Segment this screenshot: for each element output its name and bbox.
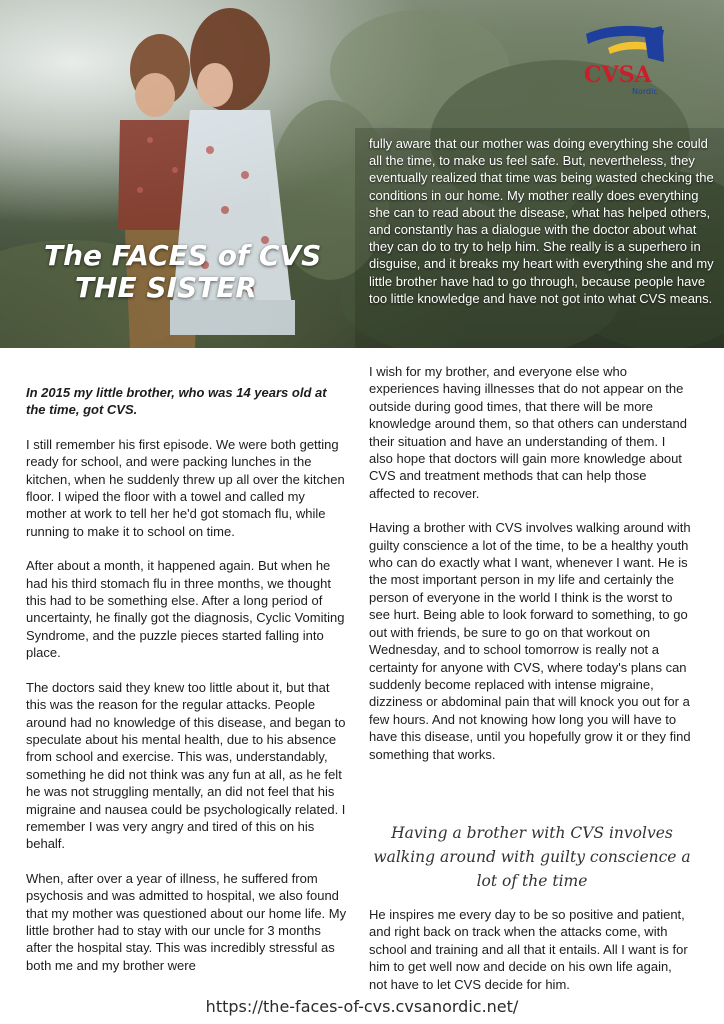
page-title [44, 240, 321, 304]
paragraph: I still remember his first episode. We were both getting ready for school, and were packing lunches in the kitchen, when he suddenly threw up all over the kitchen floor. I wiped the floor with a towel and called my mother at work to tell her he'd got stomach flu, while running to make it to school on time. [26, 436, 345, 539]
title-line-2: THE SISTER [75, 271, 257, 304]
closing-paragraph: He inspires me every day to be so positive and patient, and right back on track when the attacks come, with school and training and all that it entails. All I want is for him to get well now and decide on his own life again, not have to let CVS decide for him. [369, 907, 688, 992]
paragraph: The doctors said they knew too little about it, but that this was the reason for the regular attacks. People around had no knowledge of this disease, and began to speculate about his mental health, due to his absence from school and exercise. This was, understandably, something he did not think was any fun at all, as he felt he was not struggling mentally, an did not feel that his migraine and nausea could be psychologically related. I remember I was very angry and tired of this on his behalf. [26, 679, 346, 852]
left-column [26, 384, 348, 991]
paragraph: When, after over a year of illness, he suffered from psychosis and was admitted to hospital, we also found that my mother was questioned about our home life. My little brother had to stay with our uncle for 3 months after the hospital stay. This was incredibly stressful as both me and my brother were [26, 870, 347, 973]
hero-paragraph: fully aware that our mother was doing everything she could all the time, to make us feel safe. But, nevertheless, they eventually realized that time was being wasted checking the conditions in our home. My mother really does everything she can to read about the disease, what has helped others, and constantly has a dialogue with the doctor about what they can do to try to help him. She really is a superhero in disguise, and it breaks my heart with everything she and my little brother have had to go through, because people have too little knowledge and have not got into what CVS means. [369, 136, 714, 306]
title-line-1: The FACES of CVS [44, 239, 322, 272]
logo-subtext: Nordic [632, 87, 658, 96]
pull-quote: Having a brother with CVS involves walking around with guilty conscience a lot of the time [373, 824, 691, 890]
right-column [369, 363, 691, 780]
intro-paragraph: In 2015 my little brother, who was 14 years old at the time, got CVS. [26, 385, 327, 418]
paragraph: Having a brother with CVS involves walking around with guilty conscience a lot of the time, to be a healthy youth who can do exactly what I want, whenever I want. He is the most important person in my life and certainly the person of everyone in the world I think is the worst to see hurt. Being able to look forward to something, to go out with friends, be sure to go on that workout on Wednesday, and to school tomorrow is really not a certainty for anyone with CVS, where today's plans can suddenly become replaced with intense migraine, dizziness or abdominal pain that will knock you out for a few hours. And not knowing how long you will have to have this disease, until you hopefully grow it or they find something that works. [369, 520, 691, 762]
cvsa-nordic-logo [578, 22, 668, 102]
paragraph: After about a month, it happened again. But when he had his third stomach flu in three months, we thought this had to be something else. After a long period of uncertainty, he finally got the diagnosis, Cyclic Vomiting Syndrome, and the puzzle pieces started falling into place. [26, 558, 345, 661]
hero-photo [0, 0, 724, 348]
paragraph: I wish for my brother, and everyone else who experiences having illnesses that do not appear on the outside during good times, that there will be more knowledge around them, so that others can understand their situation and have an understanding of them. I also hope that doctors will gain more knowledge about CVS and treatment methods that can help those affected to recover. [369, 364, 687, 501]
footer-url[interactable]: https://the-faces-of-cvs.cvsanordic.net/ [205, 997, 519, 1016]
logo-text: CVSA [584, 62, 652, 88]
